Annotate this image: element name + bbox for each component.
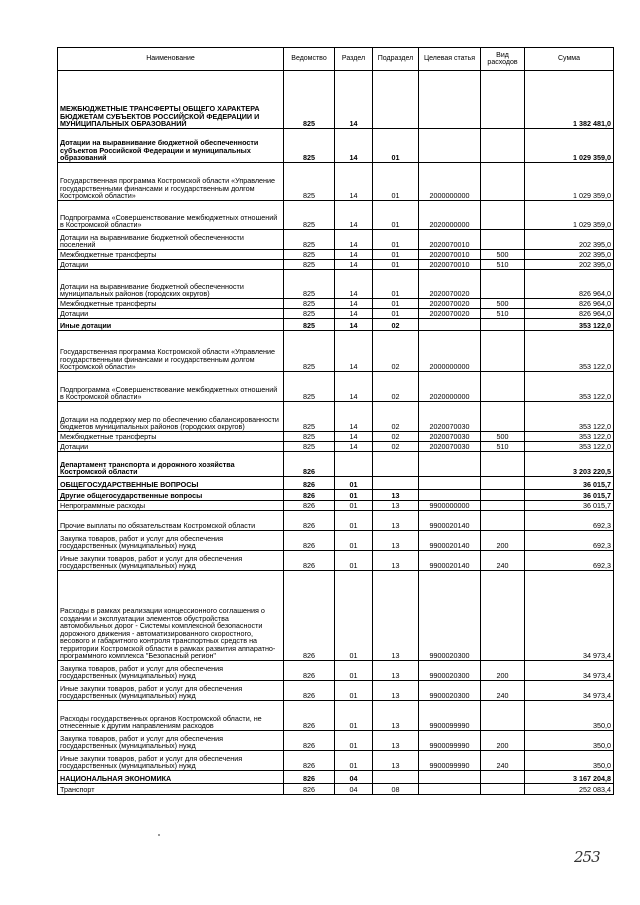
row-subsection-code: [373, 771, 419, 784]
row-department-code: 825: [284, 442, 335, 452]
row-amount: 1 382 481,0: [525, 71, 614, 129]
row-subsection-code: 02: [373, 432, 419, 442]
row-name: Транспорт: [58, 784, 284, 795]
row-target-item-code: 2020000000: [419, 372, 481, 402]
row-subsection-code: 01: [373, 230, 419, 250]
row-department-code: 825: [284, 250, 335, 260]
row-name: Иные закупки товаров, работ и услуг для обеспечения государственных (муниципальных) нужд: [58, 751, 284, 771]
row-section-code: 14: [335, 442, 373, 452]
row-name: Закупка товаров, работ и услуг для обеспечения государственных (муниципальных) нужд: [58, 661, 284, 681]
row-subsection-code: 01: [373, 163, 419, 201]
row-expense-type-code: [481, 129, 525, 163]
row-expense-type-code: 200: [481, 731, 525, 751]
row-target-item-code: 2020070010: [419, 250, 481, 260]
row-expense-type-code: [481, 501, 525, 511]
row-expense-type-code: 500: [481, 299, 525, 309]
row-target-item-code: 9900020140: [419, 531, 481, 551]
row-subsection-code: 02: [373, 331, 419, 372]
row-subsection-code: 02: [373, 402, 419, 432]
row-amount: 3 167 204,8: [525, 771, 614, 784]
table-row: [58, 402, 614, 432]
row-name: Дотации на поддержку мер по обеспечению сбалансированности бюджетов муниципальных районов (городских округов): [58, 402, 284, 432]
row-target-item-code: 2020070010: [419, 230, 481, 250]
row-amount: 350,0: [525, 701, 614, 731]
row-department-code: 825: [284, 260, 335, 270]
row-expense-type-code: [481, 511, 525, 531]
row-target-item-code: 9900020140: [419, 551, 481, 571]
row-department-code: 825: [284, 129, 335, 163]
row-department-code: 826: [284, 551, 335, 571]
row-amount: 353 122,0: [525, 319, 614, 331]
row-department-code: 826: [284, 531, 335, 551]
table-row: [58, 71, 614, 129]
row-target-item-code: [419, 771, 481, 784]
row-target-item-code: 2020070020: [419, 309, 481, 319]
row-name: Расходы государственных органов Костромской области, не отнесенные к другим направлениям расходов: [58, 701, 284, 731]
row-amount: 353 122,0: [525, 442, 614, 452]
row-section-code: 14: [335, 372, 373, 402]
row-department-code: 826: [284, 784, 335, 795]
row-amount: 36 015,7: [525, 477, 614, 490]
table-row: [58, 701, 614, 731]
row-department-code: 826: [284, 452, 335, 477]
table-row: [58, 309, 614, 319]
row-amount: 1 029 359,0: [525, 201, 614, 230]
row-target-item-code: 9900020300: [419, 571, 481, 661]
row-subsection-code: 13: [373, 681, 419, 701]
row-section-code: 14: [335, 260, 373, 270]
row-target-item-code: 2020070030: [419, 432, 481, 442]
row-name: Дотации: [58, 309, 284, 319]
row-section-code: 14: [335, 319, 373, 331]
header-subsection: Подраздел: [373, 48, 419, 71]
row-expense-type-code: 500: [481, 432, 525, 442]
scan-mark: [158, 834, 160, 836]
row-name: Дотации: [58, 260, 284, 270]
row-subsection-code: 01: [373, 309, 419, 319]
row-section-code: 01: [335, 701, 373, 731]
row-subsection-code: 13: [373, 531, 419, 551]
row-subsection-code: 01: [373, 270, 419, 299]
row-expense-type-code: 510: [481, 309, 525, 319]
budget-table: [57, 47, 614, 795]
row-amount: 1 029 359,0: [525, 129, 614, 163]
table-row: [58, 270, 614, 299]
row-section-code: 01: [335, 751, 373, 771]
table-row: [58, 163, 614, 201]
row-expense-type-code: 510: [481, 442, 525, 452]
row-section-code: 14: [335, 331, 373, 372]
table-row: [58, 319, 614, 331]
row-name: Прочие выплаты по обязательствам Костромской области: [58, 511, 284, 531]
row-target-item-code: [419, 319, 481, 331]
header-name: Наименование: [58, 48, 284, 71]
row-expense-type-code: [481, 784, 525, 795]
row-subsection-code: 01: [373, 201, 419, 230]
row-target-item-code: 2020070020: [419, 270, 481, 299]
row-section-code: 14: [335, 230, 373, 250]
row-department-code: 826: [284, 477, 335, 490]
row-amount: 252 083,4: [525, 784, 614, 795]
row-department-code: 825: [284, 299, 335, 309]
table-row: [58, 442, 614, 452]
row-target-item-code: 2020070020: [419, 299, 481, 309]
row-subsection-code: 13: [373, 551, 419, 571]
row-subsection-code: 02: [373, 319, 419, 331]
table-row: [58, 784, 614, 795]
row-expense-type-code: [481, 71, 525, 129]
row-section-code: 14: [335, 250, 373, 260]
row-subsection-code: 13: [373, 661, 419, 681]
row-name: Межбюджетные трансферты: [58, 299, 284, 309]
row-department-code: 826: [284, 571, 335, 661]
row-section-code: [335, 452, 373, 477]
row-target-item-code: 9900020300: [419, 681, 481, 701]
row-name: Иные закупки товаров, работ и услуг для обеспечения государственных (муниципальных) нужд: [58, 681, 284, 701]
table-row: [58, 331, 614, 372]
row-amount: 202 395,0: [525, 260, 614, 270]
row-name: Дотации на выравнивание бюджетной обеспеченности субъектов Российской Федерации и муниципальных образований: [58, 129, 284, 163]
row-name: Подпрограмма «Совершенствование межбюджетных отношений в Костромской области»: [58, 201, 284, 230]
row-amount: 3 203 220,5: [525, 452, 614, 477]
table-row: [58, 250, 614, 260]
row-target-item-code: [419, 477, 481, 490]
row-section-code: 14: [335, 299, 373, 309]
row-subsection-code: [373, 477, 419, 490]
row-subsection-code: 08: [373, 784, 419, 795]
row-amount: 36 015,7: [525, 490, 614, 501]
row-expense-type-code: [481, 452, 525, 477]
row-amount: 692,3: [525, 551, 614, 571]
row-section-code: 14: [335, 129, 373, 163]
row-department-code: 826: [284, 511, 335, 531]
table-row: [58, 201, 614, 230]
row-amount: 353 122,0: [525, 372, 614, 402]
row-expense-type-code: [481, 163, 525, 201]
row-subsection-code: 13: [373, 501, 419, 511]
row-amount: 1 029 359,0: [525, 163, 614, 201]
row-name: Другие общегосударственные вопросы: [58, 490, 284, 501]
row-section-code: 01: [335, 511, 373, 531]
row-department-code: 826: [284, 701, 335, 731]
row-name: Непрограммные расходы: [58, 501, 284, 511]
row-name: Межбюджетные трансферты: [58, 250, 284, 260]
row-target-item-code: 9900099990: [419, 751, 481, 771]
row-name: НАЦИОНАЛЬНАЯ ЭКОНОМИКА: [58, 771, 284, 784]
row-expense-type-code: [481, 201, 525, 230]
row-department-code: 826: [284, 681, 335, 701]
row-expense-type-code: [481, 372, 525, 402]
row-expense-type-code: [481, 319, 525, 331]
row-department-code: 825: [284, 163, 335, 201]
row-target-item-code: [419, 71, 481, 129]
table-row: [58, 299, 614, 309]
table-row: [58, 571, 614, 661]
row-expense-type-code: 500: [481, 250, 525, 260]
row-section-code: 14: [335, 432, 373, 442]
row-department-code: 825: [284, 230, 335, 250]
row-expense-type-code: 240: [481, 551, 525, 571]
header-expense-type: Вид расходов: [481, 48, 525, 71]
row-target-item-code: 2020000000: [419, 201, 481, 230]
table-row: [58, 731, 614, 751]
row-amount: 353 122,0: [525, 432, 614, 442]
row-section-code: 14: [335, 402, 373, 432]
row-amount: 202 395,0: [525, 230, 614, 250]
row-expense-type-code: [481, 771, 525, 784]
row-name: Департамент транспорта и дорожного хозяйства Костромской области: [58, 452, 284, 477]
row-section-code: 01: [335, 731, 373, 751]
row-name: Закупка товаров, работ и услуг для обеспечения государственных (муниципальных) нужд: [58, 731, 284, 751]
table-row: [58, 501, 614, 511]
row-department-code: 826: [284, 490, 335, 501]
row-target-item-code: 2000000000: [419, 163, 481, 201]
row-department-code: 826: [284, 731, 335, 751]
row-subsection-code: 02: [373, 442, 419, 452]
row-name: Государственная программа Костромской области «Управление государственными финансами и государственным долгом Костромской области»: [58, 163, 284, 201]
table-row: [58, 477, 614, 490]
row-amount: 36 015,7: [525, 501, 614, 511]
table-row: [58, 490, 614, 501]
row-department-code: 825: [284, 372, 335, 402]
row-expense-type-code: [481, 402, 525, 432]
table-row: [58, 681, 614, 701]
row-department-code: 825: [284, 402, 335, 432]
table-row: [58, 531, 614, 551]
row-expense-type-code: [481, 701, 525, 731]
row-amount: 202 395,0: [525, 250, 614, 260]
row-section-code: 01: [335, 571, 373, 661]
table-row: [58, 260, 614, 270]
table-row: [58, 771, 614, 784]
row-department-code: 826: [284, 751, 335, 771]
row-target-item-code: 2020070030: [419, 442, 481, 452]
row-subsection-code: 13: [373, 731, 419, 751]
row-name: Дотации на выравнивание бюджетной обеспеченности муниципальных районов (городских округов): [58, 270, 284, 299]
row-expense-type-code: [481, 270, 525, 299]
row-expense-type-code: [481, 331, 525, 372]
row-target-item-code: [419, 490, 481, 501]
row-name: Расходы в рамках реализации концессионного соглашения о создании и эксплуатации элементов обустройства автомобильных дорог - Системы комплексной безопасности дорожного движения - автоматизированного скоростного, весового и габаритного контроля транспортных средств на территории Костромской области в рамках развития аппаратно-программного комплекса "Безопасный регион": [58, 571, 284, 661]
row-amount: 353 122,0: [525, 331, 614, 372]
row-subsection-code: 13: [373, 511, 419, 531]
row-name: МЕЖБЮДЖЕТНЫЕ ТРАНСФЕРТЫ ОБЩЕГО ХАРАКТЕРА БЮДЖЕТАМ СУБЪЕКТОВ РОССИЙСКОЙ ФЕДЕРАЦИИ И МУНИЦИПАЛЬНЫХ ОБРАЗОВАНИЙ: [58, 71, 284, 129]
header-section: Раздел: [335, 48, 373, 71]
row-section-code: 14: [335, 71, 373, 129]
row-target-item-code: 2020070010: [419, 260, 481, 270]
row-amount: 692,3: [525, 511, 614, 531]
row-subsection-code: 13: [373, 490, 419, 501]
row-name: Иные закупки товаров, работ и услуг для обеспечения государственных (муниципальных) нужд: [58, 551, 284, 571]
row-target-item-code: [419, 452, 481, 477]
table-row: [58, 432, 614, 442]
row-department-code: 825: [284, 270, 335, 299]
row-section-code: 01: [335, 551, 373, 571]
table-row: [58, 511, 614, 531]
row-section-code: 04: [335, 771, 373, 784]
row-section-code: 14: [335, 163, 373, 201]
row-target-item-code: [419, 784, 481, 795]
row-section-code: 01: [335, 477, 373, 490]
row-section-code: 01: [335, 490, 373, 501]
row-department-code: 825: [284, 309, 335, 319]
header-target-item: Целевая статья: [419, 48, 481, 71]
row-expense-type-code: 240: [481, 751, 525, 771]
header-department: Ведомство: [284, 48, 335, 71]
table-row: [58, 551, 614, 571]
row-expense-type-code: 240: [481, 681, 525, 701]
row-section-code: 14: [335, 201, 373, 230]
row-department-code: 825: [284, 331, 335, 372]
row-expense-type-code: 200: [481, 531, 525, 551]
row-department-code: 825: [284, 71, 335, 129]
row-subsection-code: 01: [373, 299, 419, 309]
row-amount: 350,0: [525, 751, 614, 771]
row-expense-type-code: [481, 230, 525, 250]
row-name: ОБЩЕГОСУДАРСТВЕННЫЕ ВОПРОСЫ: [58, 477, 284, 490]
row-target-item-code: [419, 129, 481, 163]
table-row: [58, 751, 614, 771]
row-expense-type-code: [481, 477, 525, 490]
row-section-code: 14: [335, 309, 373, 319]
row-subsection-code: 01: [373, 260, 419, 270]
row-section-code: 04: [335, 784, 373, 795]
row-department-code: 825: [284, 319, 335, 331]
row-subsection-code: 13: [373, 571, 419, 661]
row-amount: 34 973,4: [525, 661, 614, 681]
row-target-item-code: 9900000000: [419, 501, 481, 511]
row-amount: 350,0: [525, 731, 614, 751]
row-expense-type-code: [481, 571, 525, 661]
row-subsection-code: [373, 452, 419, 477]
row-name: Подпрограмма «Совершенствование межбюджетных отношений в Костромской области»: [58, 372, 284, 402]
row-name: Дотации на выравнивание бюджетной обеспеченности поселений: [58, 230, 284, 250]
table-row: [58, 372, 614, 402]
row-expense-type-code: 510: [481, 260, 525, 270]
row-name: Иные дотации: [58, 319, 284, 331]
row-department-code: 826: [284, 661, 335, 681]
table-row: [58, 452, 614, 477]
row-target-item-code: 9900099990: [419, 701, 481, 731]
row-department-code: 826: [284, 771, 335, 784]
table-body: [58, 71, 614, 795]
row-department-code: 825: [284, 201, 335, 230]
row-name: Дотации: [58, 442, 284, 452]
row-amount: 826 964,0: [525, 270, 614, 299]
row-target-item-code: 9900020300: [419, 661, 481, 681]
row-section-code: 01: [335, 531, 373, 551]
table-row: [58, 661, 614, 681]
row-name: Закупка товаров, работ и услуг для обеспечения государственных (муниципальных) нужд: [58, 531, 284, 551]
row-subsection-code: [373, 71, 419, 129]
header-amount: Сумма: [525, 48, 614, 71]
table-header-row: [58, 48, 614, 71]
row-section-code: 01: [335, 501, 373, 511]
row-section-code: 01: [335, 681, 373, 701]
table-row: [58, 230, 614, 250]
row-subsection-code: 13: [373, 701, 419, 731]
page-number: 253: [574, 848, 600, 866]
row-amount: 34 973,4: [525, 681, 614, 701]
row-subsection-code: 02: [373, 372, 419, 402]
row-target-item-code: 9900099990: [419, 731, 481, 751]
row-expense-type-code: 200: [481, 661, 525, 681]
row-expense-type-code: [481, 490, 525, 501]
row-section-code: 14: [335, 270, 373, 299]
row-amount: 353 122,0: [525, 402, 614, 432]
row-department-code: 825: [284, 432, 335, 442]
row-subsection-code: 01: [373, 250, 419, 260]
row-amount: 34 973,4: [525, 571, 614, 661]
row-amount: 826 964,0: [525, 299, 614, 309]
row-subsection-code: 13: [373, 751, 419, 771]
row-section-code: 01: [335, 661, 373, 681]
table-row: [58, 129, 614, 163]
row-name: Межбюджетные трансферты: [58, 432, 284, 442]
row-target-item-code: 2020070030: [419, 402, 481, 432]
row-amount: 692,3: [525, 531, 614, 551]
row-subsection-code: 01: [373, 129, 419, 163]
row-name: Государственная программа Костромской области «Управление государственными финансами и государственным долгом Костромской области»: [58, 331, 284, 372]
row-amount: 826 964,0: [525, 309, 614, 319]
row-department-code: 826: [284, 501, 335, 511]
row-target-item-code: 2000000000: [419, 331, 481, 372]
row-target-item-code: 9900020140: [419, 511, 481, 531]
